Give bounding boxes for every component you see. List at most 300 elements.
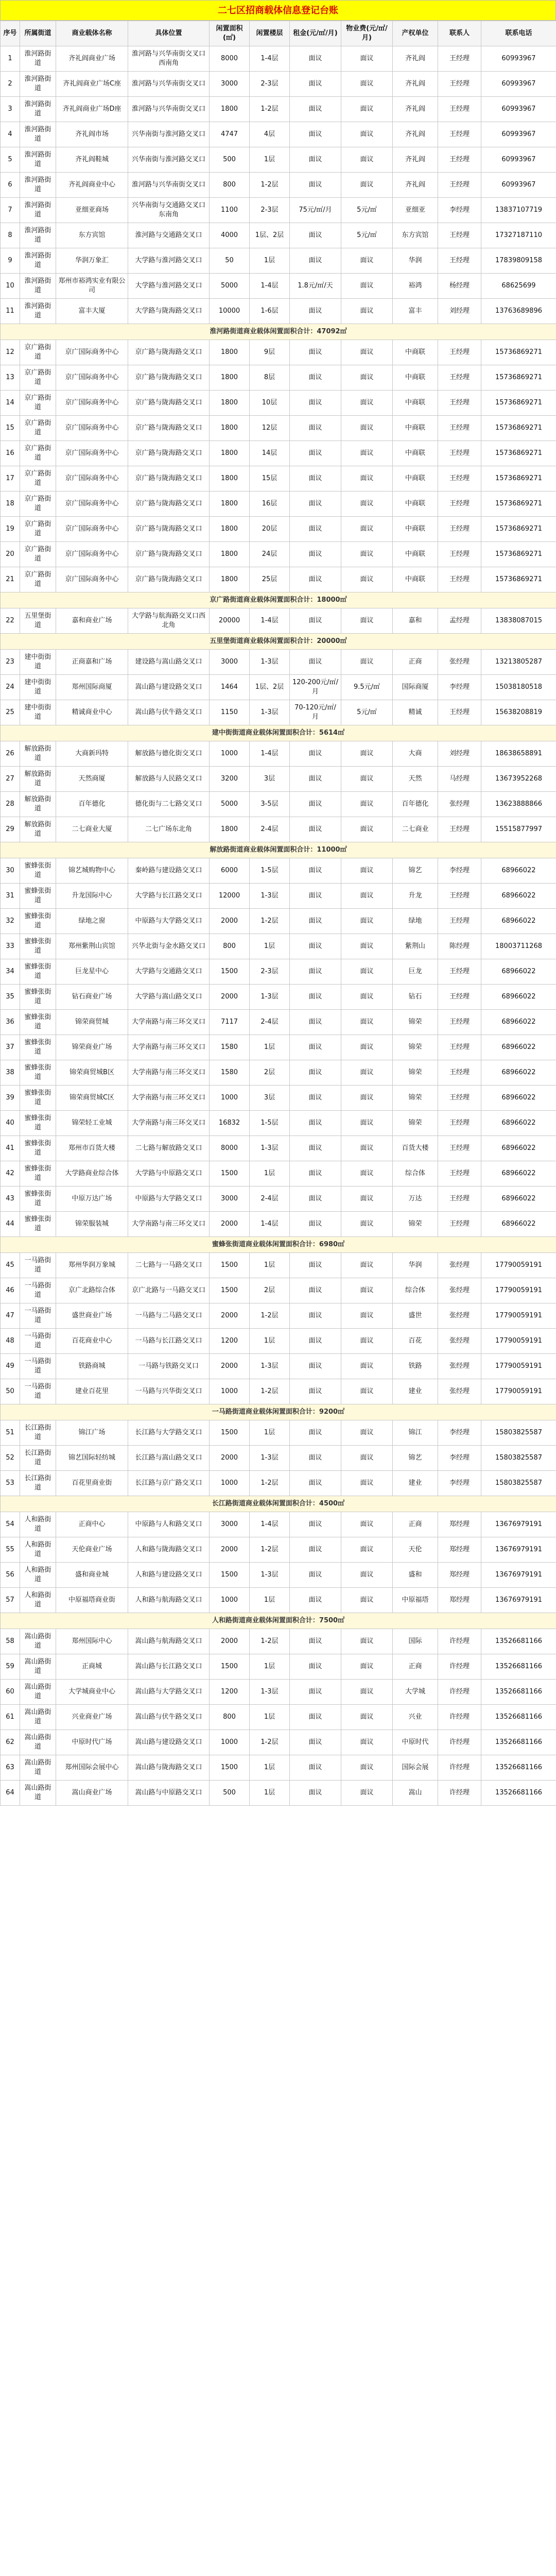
subtotal-label: 一马路街道商业载体闲置面积合计：9200㎡ <box>1 1404 556 1420</box>
table-cell: 68966022 <box>481 1212 556 1237</box>
table-cell: 嵩山路街道 <box>20 1755 56 1781</box>
table-cell: 52 <box>1 1446 20 1471</box>
table-cell: 面议 <box>290 909 341 934</box>
table-cell: 钻石商业广场 <box>56 985 128 1010</box>
table-cell: 12 <box>1 340 20 365</box>
table-cell: 1000 <box>210 1379 250 1404</box>
table-cell: 面议 <box>290 650 341 675</box>
table-row <box>1 1212 556 1237</box>
table-cell: 8 <box>1 223 20 248</box>
table-cell: 郑经理 <box>438 1512 481 1537</box>
table-cell: 中原福塔商业街 <box>56 1588 128 1613</box>
table-cell: 蜜蜂张街道 <box>20 1212 56 1237</box>
table-cell: 1100 <box>210 198 250 223</box>
table-cell: 1-3层 <box>250 1354 290 1379</box>
table-cell: 面议 <box>290 1035 341 1060</box>
table-cell: 张经理 <box>438 1253 481 1278</box>
table-row <box>1 1420 556 1446</box>
table-cell: 面议 <box>290 741 341 767</box>
table-cell: 一马路街道 <box>20 1303 56 1329</box>
table-cell: 天然商厦 <box>56 767 128 792</box>
table-cell: 4747 <box>210 122 250 147</box>
table-cell: 正商城 <box>56 1654 128 1680</box>
table-body <box>1 46 556 1806</box>
table-cell: 面议 <box>341 650 393 675</box>
table-cell: 13673952268 <box>481 767 556 792</box>
table-cell: 13676979191 <box>481 1537 556 1563</box>
table-cell: 锦艺国际轻纺城 <box>56 1446 128 1471</box>
table-cell: 13526681166 <box>481 1730 556 1755</box>
table-cell: 李经理 <box>438 198 481 223</box>
table-cell: 19 <box>1 517 20 542</box>
table-cell: 王经理 <box>438 1060 481 1086</box>
table-cell: 王经理 <box>438 700 481 725</box>
table-cell: 陈经理 <box>438 934 481 959</box>
table-cell: 巨龙 <box>393 959 438 985</box>
table-cell: 大商 <box>393 741 438 767</box>
table-cell: 兴华南街与交通路交叉口东南角 <box>128 198 210 223</box>
table-cell: 李经理 <box>438 858 481 884</box>
table-cell: 大学路与中原路交叉口 <box>128 1161 210 1187</box>
column-header: 商业载体名称 <box>56 21 128 46</box>
table-cell: 58 <box>1 1629 20 1654</box>
table-cell: 京广北路综合体 <box>56 1278 128 1303</box>
table-cell: 18638658891 <box>481 741 556 767</box>
table-cell: 面议 <box>341 365 393 391</box>
table-cell: 面议 <box>341 492 393 517</box>
table-cell: 中原路与大学路交叉口 <box>128 909 210 934</box>
table-cell: 升龙国际中心 <box>56 884 128 909</box>
table-cell: 王经理 <box>438 1035 481 1060</box>
table-cell: 兴华南街与淮河路交叉口 <box>128 122 210 147</box>
table-cell: 郑州华润万象城 <box>56 1253 128 1278</box>
table-cell: 面议 <box>290 492 341 517</box>
table-cell: 中商联 <box>393 365 438 391</box>
table-cell: 嵩山路与中原路交叉口 <box>128 1781 210 1806</box>
column-header: 租金(元/㎡/月) <box>290 21 341 46</box>
table-cell: 1800 <box>210 340 250 365</box>
table-cell: 齐礼阎 <box>393 122 438 147</box>
table-cell: 一马路街道 <box>20 1278 56 1303</box>
table-cell: 面议 <box>290 884 341 909</box>
table-cell: 京广路与陇海路交叉口 <box>128 517 210 542</box>
table-cell: 1000 <box>210 1588 250 1613</box>
table-cell: 马经理 <box>438 767 481 792</box>
table-cell: 35 <box>1 985 20 1010</box>
table-cell: 华润 <box>393 1253 438 1278</box>
table-cell: 24 <box>1 675 20 700</box>
table-cell: 12000 <box>210 884 250 909</box>
table-cell: 郑州市裕鸿实业有限公司 <box>56 274 128 299</box>
table-cell: 3000 <box>210 72 250 97</box>
table-cell: 10 <box>1 274 20 299</box>
table-cell: 长江路与京广路交叉口 <box>128 1471 210 1496</box>
table-cell: 面议 <box>290 1705 341 1730</box>
table-cell: 蜜蜂张街道 <box>20 1060 56 1086</box>
table-cell: 升龙 <box>393 884 438 909</box>
table-cell: 9层 <box>250 340 290 365</box>
table-cell: 正商 <box>393 650 438 675</box>
table-cell: 正商中心 <box>56 1512 128 1537</box>
table-row <box>1 1471 556 1496</box>
table-cell: 31 <box>1 884 20 909</box>
table-cell: 嵩山路街道 <box>20 1680 56 1705</box>
table-row <box>1 274 556 299</box>
table-cell: 刘经理 <box>438 299 481 324</box>
table-row <box>1 1755 556 1781</box>
table-row <box>1 122 556 147</box>
table-cell: 王经理 <box>438 173 481 198</box>
table-cell: 49 <box>1 1354 20 1379</box>
table-cell: 面议 <box>290 985 341 1010</box>
table-cell: 面议 <box>341 1781 393 1806</box>
table-cell: 面议 <box>290 1588 341 1613</box>
table-cell: 京广路街道 <box>20 365 56 391</box>
table-cell: 15736869271 <box>481 542 556 567</box>
table-cell: 百货大楼 <box>393 1136 438 1161</box>
table-row <box>1 567 556 592</box>
table-cell: 淮河路街道 <box>20 198 56 223</box>
table-cell: 张经理 <box>438 1303 481 1329</box>
table-cell: 一马路街道 <box>20 1354 56 1379</box>
table-cell: 1-4层 <box>250 274 290 299</box>
table-cell: 面议 <box>341 517 393 542</box>
table-cell: 42 <box>1 1161 20 1187</box>
table-cell: 面议 <box>341 72 393 97</box>
table-cell: 锦荣服装城 <box>56 1212 128 1237</box>
table-cell: 万达 <box>393 1187 438 1212</box>
table-cell: 57 <box>1 1588 20 1613</box>
table-cell: 面议 <box>341 46 393 72</box>
table-cell: 面议 <box>290 1161 341 1187</box>
table-cell: 嵩山路街道 <box>20 1781 56 1806</box>
table-row <box>1 198 556 223</box>
table-cell: 500 <box>210 147 250 173</box>
table-cell: 1000 <box>210 1471 250 1496</box>
table-cell: 1-4层 <box>250 1212 290 1237</box>
table-cell: 1580 <box>210 1060 250 1086</box>
table-cell: 长江路街道 <box>20 1420 56 1446</box>
table-row <box>1 1537 556 1563</box>
table-cell: 王经理 <box>438 1187 481 1212</box>
table-cell: 13837107719 <box>481 198 556 223</box>
table-cell: 13676979191 <box>481 1563 556 1588</box>
table-cell: 1-4层 <box>250 46 290 72</box>
table-cell: 王经理 <box>438 97 481 122</box>
table-cell: 1-2层 <box>250 173 290 198</box>
column-header: 联系电话 <box>481 21 556 46</box>
table-cell: 蜜蜂张街道 <box>20 985 56 1010</box>
subtotal-row <box>1 324 556 340</box>
table-cell: 锦江广场 <box>56 1420 128 1446</box>
table-cell: 淮河路街道 <box>20 173 56 198</box>
table-cell: 德化街与二七路交叉口 <box>128 792 210 817</box>
table-cell: 15736869271 <box>481 567 556 592</box>
table-cell: 1层、2层 <box>250 675 290 700</box>
table-cell: 1800 <box>210 517 250 542</box>
table-cell: 29 <box>1 817 20 842</box>
table-cell: 李经理 <box>438 1420 481 1446</box>
table-cell: 1500 <box>210 959 250 985</box>
table-cell: 大学路与嵩山路交叉口 <box>128 985 210 1010</box>
table-cell: 嵩山路街道 <box>20 1705 56 1730</box>
table-cell: 面议 <box>290 608 341 634</box>
table-cell: 面议 <box>341 97 393 122</box>
table-cell: 1800 <box>210 567 250 592</box>
table-cell: 张经理 <box>438 1329 481 1354</box>
table-cell: 一马路与二马路交叉口 <box>128 1303 210 1329</box>
table-cell: 25层 <box>250 567 290 592</box>
table-row <box>1 1035 556 1060</box>
table-cell: 面议 <box>290 1512 341 1537</box>
table-cell: 1-3层 <box>250 700 290 725</box>
table-cell: 面议 <box>290 934 341 959</box>
table-cell: 3000 <box>210 1512 250 1537</box>
table-cell: 1-3层 <box>250 1446 290 1471</box>
table-cell: 大学南路与南三环交叉口 <box>128 1212 210 1237</box>
table-cell: 齐礼阎商业广场 <box>56 46 128 72</box>
table-cell: 9 <box>1 248 20 274</box>
table-cell: 刘经理 <box>438 741 481 767</box>
table-cell: 张经理 <box>438 650 481 675</box>
table-cell: 1-2层 <box>250 1629 290 1654</box>
table-cell: 锦荣商贸城 <box>56 1010 128 1035</box>
table-cell: 蜜蜂张街道 <box>20 1111 56 1136</box>
table-cell: 1580 <box>210 1035 250 1060</box>
table-cell: 1464 <box>210 675 250 700</box>
table-row <box>1 1512 556 1537</box>
table-cell: 1-6层 <box>250 299 290 324</box>
table-cell: 3-5层 <box>250 792 290 817</box>
table-cell: 面议 <box>341 173 393 198</box>
table-cell: 面议 <box>290 1329 341 1354</box>
table-cell: 15736869271 <box>481 391 556 416</box>
table-cell: 许经理 <box>438 1730 481 1755</box>
table-row <box>1 466 556 492</box>
table-cell: 1800 <box>210 492 250 517</box>
table-cell: 孟经理 <box>438 608 481 634</box>
table-cell: 许经理 <box>438 1705 481 1730</box>
table-cell: 1-3层 <box>250 1136 290 1161</box>
table-cell: 23 <box>1 650 20 675</box>
table-cell: 郑州国际商厦 <box>56 675 128 700</box>
table-cell: 13526681166 <box>481 1755 556 1781</box>
table-cell: 中原路与人和路交叉口 <box>128 1512 210 1537</box>
table-cell: 60993967 <box>481 72 556 97</box>
subtotal-row <box>1 725 556 741</box>
table-cell: 面议 <box>290 1781 341 1806</box>
table-cell: 郑州国际中心 <box>56 1629 128 1654</box>
table-cell: 齐礼阎 <box>393 46 438 72</box>
table-row <box>1 492 556 517</box>
table-cell: 嵩山商业广场 <box>56 1781 128 1806</box>
table-cell: 7117 <box>210 1010 250 1035</box>
table-cell: 面议 <box>341 1563 393 1588</box>
table-row <box>1 517 556 542</box>
table-cell: 1层 <box>250 1035 290 1060</box>
table-cell: 1800 <box>210 416 250 441</box>
table-cell: 京广路街道 <box>20 492 56 517</box>
table-cell: 37 <box>1 1035 20 1060</box>
table-row <box>1 1629 556 1654</box>
table-cell: 郑经理 <box>438 1563 481 1588</box>
table-row <box>1 441 556 466</box>
table-cell: 一马路与长江路交叉口 <box>128 1329 210 1354</box>
table-row <box>1 741 556 767</box>
table-cell: 兴业 <box>393 1705 438 1730</box>
table-cell: 面议 <box>290 1537 341 1563</box>
subtotal-label: 人和路街道商业载体闲置面积合计：7500㎡ <box>1 1613 556 1629</box>
table-cell: 嵩山路与建设路交叉口 <box>128 675 210 700</box>
table-row <box>1 985 556 1010</box>
table-cell: 3000 <box>210 650 250 675</box>
table-cell: 2000 <box>210 1537 250 1563</box>
table-cell: 68966022 <box>481 1060 556 1086</box>
table-cell: 面议 <box>341 1329 393 1354</box>
table-cell: 京广国际商务中心 <box>56 416 128 441</box>
table-cell: 秦岭路与建设路交叉口 <box>128 858 210 884</box>
table-cell: 郑经理 <box>438 1537 481 1563</box>
table-cell: 王经理 <box>438 1111 481 1136</box>
table-cell: 6000 <box>210 858 250 884</box>
table-cell: 5元/㎡ <box>341 223 393 248</box>
table-cell: 中原时代 <box>393 1730 438 1755</box>
subtotal-label: 解放路街道商业载体闲置面积合计：11000㎡ <box>1 842 556 858</box>
subtotal-label: 建中街街道商业载体闲置面积合计：5614㎡ <box>1 725 556 741</box>
table-cell: 齐礼阎 <box>393 147 438 173</box>
table-row <box>1 1781 556 1806</box>
table-cell: 嵩山路街道 <box>20 1730 56 1755</box>
table-cell: 二七商业大厦 <box>56 817 128 842</box>
table-cell: 大学路与航海路交叉口西北角 <box>128 608 210 634</box>
table-cell: 11 <box>1 299 20 324</box>
table-cell: 面议 <box>341 817 393 842</box>
table-cell: 68966022 <box>481 959 556 985</box>
table-cell: 嵩山路与长江路交叉口 <box>128 1654 210 1680</box>
table-cell: 王经理 <box>438 567 481 592</box>
table-cell: 面议 <box>290 441 341 466</box>
table-cell: 钻石 <box>393 985 438 1010</box>
table-cell: 百年德化 <box>393 792 438 817</box>
table-cell: 面议 <box>341 1187 393 1212</box>
table-cell: 一马路街道 <box>20 1253 56 1278</box>
table-cell: 齐礼阎 <box>393 72 438 97</box>
table-cell: 15038180518 <box>481 675 556 700</box>
table-row <box>1 1588 556 1613</box>
table-cell: 2层 <box>250 1060 290 1086</box>
table-cell: 齐礼阎 <box>393 173 438 198</box>
table-cell: 郑州国际会展中心 <box>56 1755 128 1781</box>
table-cell: 1000 <box>210 1730 250 1755</box>
table-cell: 56 <box>1 1563 20 1588</box>
table-cell: 1800 <box>210 391 250 416</box>
table-cell: 面议 <box>290 1086 341 1111</box>
table-cell: 京广路与陇海路交叉口 <box>128 567 210 592</box>
table-cell: 国际 <box>393 1629 438 1654</box>
table-cell: 10层 <box>250 391 290 416</box>
table-cell: 王经理 <box>438 909 481 934</box>
table-cell: 王经理 <box>438 817 481 842</box>
table-cell: 12层 <box>250 416 290 441</box>
table-cell: 面议 <box>290 959 341 985</box>
table-cell: 京广路与陇海路交叉口 <box>128 492 210 517</box>
table-cell: 60993967 <box>481 97 556 122</box>
table-cell: 面议 <box>341 1680 393 1705</box>
table-cell: 淮河路街道 <box>20 299 56 324</box>
table-cell: 大学城商业中心 <box>56 1680 128 1705</box>
table-cell: 解放路街道 <box>20 767 56 792</box>
table-cell: 李经理 <box>438 675 481 700</box>
table-cell: 51 <box>1 1420 20 1446</box>
table-cell: 1000 <box>210 741 250 767</box>
table-cell: 大学路与长江路交叉口 <box>128 884 210 909</box>
table-cell: 齐礼阎商业广场C座 <box>56 72 128 97</box>
table-cell: 13526681166 <box>481 1680 556 1705</box>
table-cell: 面议 <box>290 416 341 441</box>
table-cell: 1-2层 <box>250 1730 290 1755</box>
table-cell: 面议 <box>341 1537 393 1563</box>
table-cell: 5元/㎡ <box>341 198 393 223</box>
table-cell: 面议 <box>290 72 341 97</box>
table-cell: 蜜蜂张街道 <box>20 1010 56 1035</box>
subtotal-label: 五里堡街道商业载体闲置面积合计：20000㎡ <box>1 634 556 650</box>
table-cell: 京广国际商务中心 <box>56 340 128 365</box>
table-cell: 京广路与陇海路交叉口 <box>128 391 210 416</box>
table-cell: 15736869271 <box>481 492 556 517</box>
table-cell: 嵩山路与航海路交叉口 <box>128 1629 210 1654</box>
table-cell: 京广路街道 <box>20 517 56 542</box>
table-cell: 郑经理 <box>438 1588 481 1613</box>
table-cell: 面议 <box>290 1136 341 1161</box>
table-cell: 京广路街道 <box>20 416 56 441</box>
table-cell: 面议 <box>341 1278 393 1303</box>
table-cell: 15638208819 <box>481 700 556 725</box>
table-cell: 1500 <box>210 1654 250 1680</box>
table-cell: 京广国际商务中心 <box>56 466 128 492</box>
table-cell: 京广路街道 <box>20 542 56 567</box>
table-cell: 面议 <box>341 1446 393 1471</box>
table-cell: 淮河路与兴华南街交叉口西南角 <box>128 46 210 72</box>
table-cell: 30 <box>1 858 20 884</box>
table-cell: 1层 <box>250 147 290 173</box>
table-cell: 32 <box>1 909 20 934</box>
table-cell: 24层 <box>250 542 290 567</box>
table-cell: 锦荣轻工业城 <box>56 1111 128 1136</box>
table-cell: 二七商业 <box>393 817 438 842</box>
column-header: 联系人 <box>438 21 481 46</box>
table-cell: 淮河路街道 <box>20 46 56 72</box>
table-cell: 面议 <box>341 1471 393 1496</box>
table-cell: 人和路街道 <box>20 1588 56 1613</box>
table-cell: 13 <box>1 365 20 391</box>
table-row <box>1 1111 556 1136</box>
table-cell: 嵩山路与建设路交叉口 <box>128 1730 210 1755</box>
table-cell: 亚细亚 <box>393 198 438 223</box>
table-row <box>1 909 556 934</box>
table-cell: 64 <box>1 1781 20 1806</box>
table-cell: 面议 <box>290 173 341 198</box>
table-cell: 17327187110 <box>481 223 556 248</box>
table-cell: 面议 <box>341 1730 393 1755</box>
table-cell: 兴华南街与淮河路交叉口 <box>128 147 210 173</box>
table-row <box>1 416 556 441</box>
table-cell: 大学路商业综合体 <box>56 1161 128 1187</box>
table-cell: 锦荣商贸城B区 <box>56 1060 128 1086</box>
table-cell: 大学南路与南三环交叉口 <box>128 1035 210 1060</box>
table-cell: 1层、2层 <box>250 223 290 248</box>
table-cell: 许经理 <box>438 1629 481 1654</box>
table-cell: 蜜蜂张街道 <box>20 909 56 934</box>
